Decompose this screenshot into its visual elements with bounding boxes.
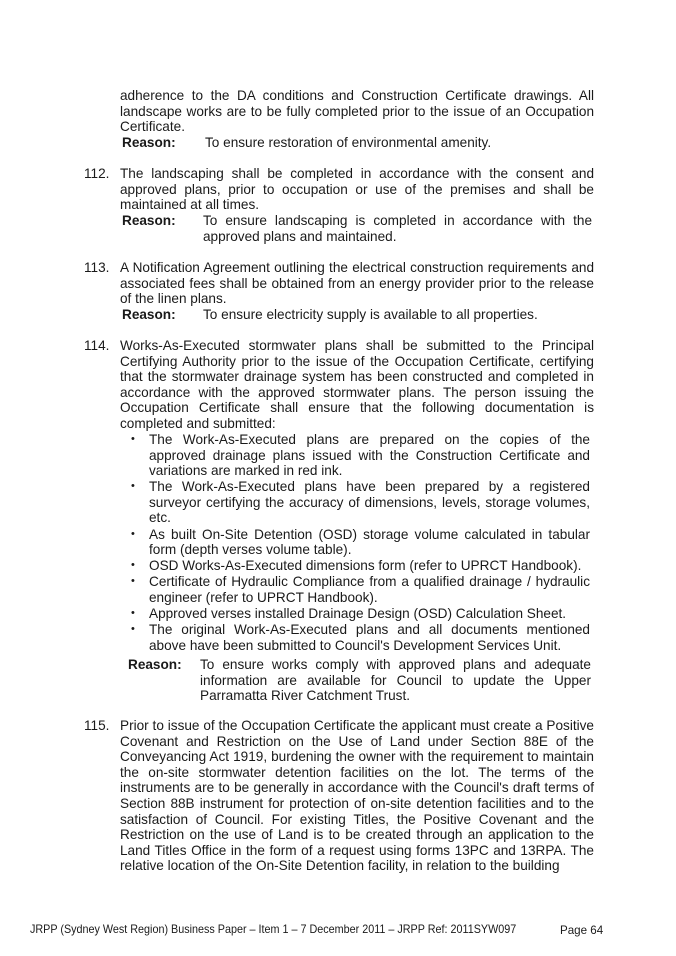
- reason-label: Reason:: [122, 213, 176, 228]
- list-item: • Certificate of Hydraulic Compliance from a qualified drainage / hydraulic engineer (refer to UPRCT Handbook).: [131, 574, 590, 605]
- condition-text: Works-As-Executed stormwater plans shall be submitted to the Principal Certifying Authority prior to the issue of the Occupation Certificate, certifying that the stormwater drainage system has been constructed and completed in accordance with the approved stormwater plans. The person issuing the Occupation Certificate shall ensure that the following documentation is completed and submitted:: [120, 338, 594, 431]
- reason-text: To ensure landscaping is completed in accordance with the approved plans and maintained.: [203, 213, 592, 244]
- condition-number: 112.: [84, 166, 110, 181]
- condition-text: A Notification Agreement outlining the electrical construction requirements and associated fees shall be obtained from an energy provider prior to the release of the linen plans.: [120, 260, 594, 307]
- bullet-icon: •: [131, 433, 135, 445]
- page-footer: JRPP (Sydney West Region) Business Paper – Item 1 – 7 December 2011 – JRPP Ref: 2011SYW097: [30, 923, 517, 936]
- bullet-icon: •: [131, 527, 135, 540]
- reason-label: Reason:: [122, 135, 176, 150]
- condition-number: 113.: [84, 260, 110, 275]
- condition-text: The landscaping shall be completed in accordance with the consent and approved plans, prior to occupation or use of the premises and shall be maintained at all times.: [120, 166, 594, 213]
- reason-text: To ensure works comply with approved plans and adequate information are available for Council to update the Upper Parramatta River Catchment Trust.: [200, 657, 591, 704]
- bullet-icon: •: [131, 623, 135, 636]
- reason-text: To ensure electricity supply is available to all properties.: [203, 307, 538, 322]
- condition-112: [120, 166, 594, 213]
- list-item: • OSD Works-As-Executed dimensions form (refer to UPRCT Handbook).: [131, 558, 582, 574]
- bullet-icon: •: [131, 559, 135, 572]
- list-item: • The Work-As-Executed plans have been prepared by a registered surveyor certifying the accuracy of dimensions, levels, storage volumes, etc.: [131, 479, 590, 526]
- bullet-icon: •: [131, 480, 135, 493]
- bullet-icon: •: [131, 575, 135, 588]
- list-item: • The original Work-As-Executed plans and all documents mentioned above have been submitted to Council's Development Services Unit.: [131, 622, 590, 653]
- condition-114: [120, 338, 594, 432]
- reason-label: Reason:: [128, 657, 182, 672]
- condition-number: 115.: [84, 718, 110, 733]
- page-number: Page 64: [560, 924, 604, 937]
- list-item: • Approved verses installed Drainage Design (OSD) Calculation Sheet.: [131, 606, 567, 622]
- list-item: • The Work-As-Executed plans are prepared on the copies of the approved drainage plans issued with the Construction Certificate and variations are marked in red ink.: [131, 432, 590, 479]
- reason-label: Reason:: [122, 307, 176, 322]
- condition-113: [120, 260, 594, 307]
- list-item: • As built On-Site Detention (OSD) storage volume calculated in tabular form (depth verses volume table).: [131, 526, 590, 558]
- condition-number: 114.: [84, 338, 110, 353]
- condition-text: adherence to the DA conditions and Construction Certificate drawings. All landscape works are to be fully completed prior to the issue of an Occupation Certificate.: [120, 88, 594, 135]
- condition-115: [120, 718, 594, 874]
- documentation-list: [130, 432, 590, 654]
- condition-text: Prior to issue of the Occupation Certificate the applicant must create a Positive Covenant and Restriction on the Use of Land under Section 88E of the Conveyancing Act 1919, burdening the owner with the requirement to maintain the on-site stormwater detention facilities on the lot. The terms of the instruments are to be generally in accordance with the Council's draft terms of Section 88B instrument for protection of on-site detention facilities and to the satisfaction of Council. For existing Titles, the Positive Covenant and the Restriction on the use of Land is to be created through an application to the Land Titles Office in the form of a request using forms 13PC and 13RPA. The relative location of the On-Site Detention facility, in relation to the building: [120, 718, 594, 874]
- bullet-icon: •: [131, 607, 135, 620]
- condition-continuation: [120, 88, 594, 135]
- reason-text: To ensure restoration of environmental amenity.: [205, 135, 492, 150]
